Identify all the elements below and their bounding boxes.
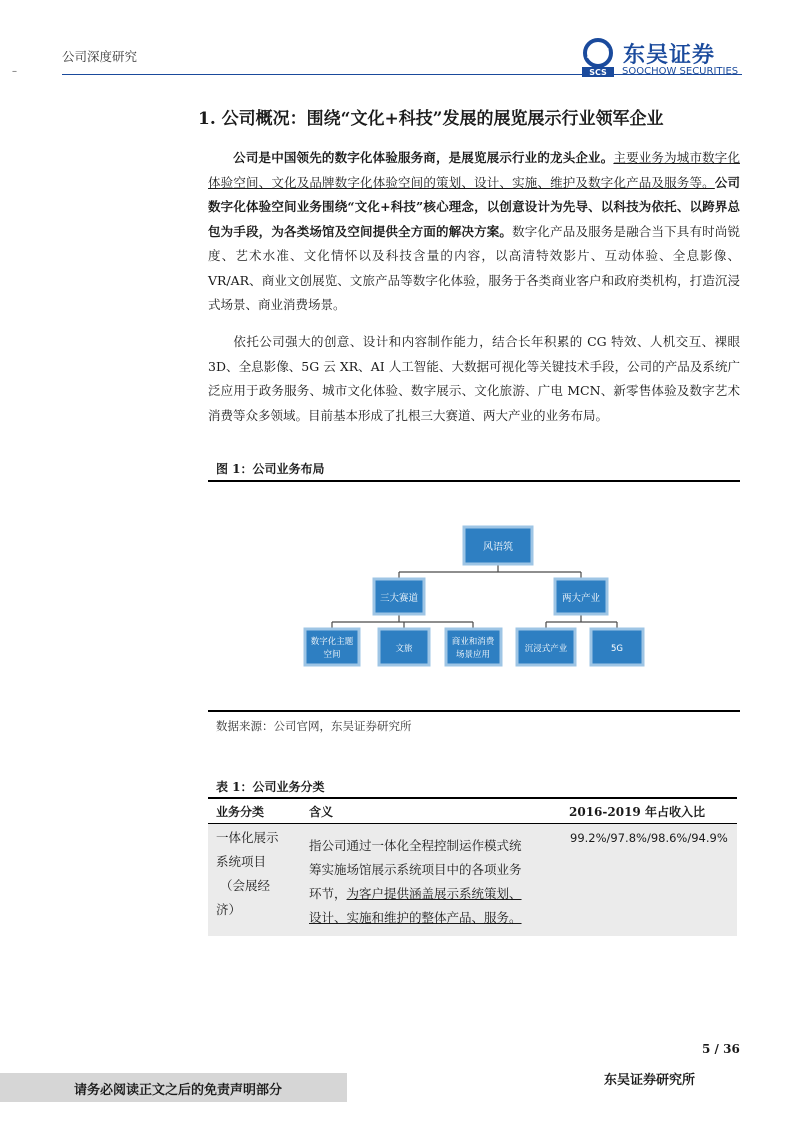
para1-products-text: 数字化产品及服务是融合当下具有时尚锐度、艺术水准、文化情怀以及科技含量的内容，以高清特效影片、互动体验、全息影像、VR/AR、商业文创展览、文旅产品等数字化体验，服务于各类商业客户和政府类机构，打造沉浸式场景、商业消费场景。 bbox=[208, 223, 740, 312]
diagram-node-two-industries bbox=[555, 579, 607, 614]
diagram-node-three-tracks bbox=[374, 579, 424, 614]
header-section-label: 公司深度研究 bbox=[62, 49, 138, 64]
meaning-line-3b: 为客户提供涵盖展示系统策划、 bbox=[346, 886, 522, 901]
diagram-leaf5-label: 5G bbox=[611, 644, 623, 654]
diagram-node-cultural-tourism bbox=[379, 629, 429, 665]
diagram-node-root bbox=[464, 527, 532, 564]
category-line-1: 一体化展示 bbox=[216, 830, 279, 845]
diagram-leaf3-line2: 场景应用 bbox=[455, 650, 491, 660]
meaning-line-4: 设计、实施和维护的整体产品、服务。 bbox=[309, 910, 522, 925]
table-header-meaning: 含义 bbox=[309, 805, 334, 819]
page-number: 5 / 36 bbox=[702, 1042, 740, 1056]
logo-name-en: SOOCHOW SECURITIES bbox=[622, 66, 739, 77]
figure-bottom-rule bbox=[208, 710, 740, 712]
header-dash: – bbox=[12, 66, 17, 77]
category-line-2: 系统项目 bbox=[216, 854, 267, 869]
figure-title: 图 1：公司业务布局 bbox=[216, 462, 325, 476]
footer-institute: 东吴证券研究所 bbox=[604, 1073, 696, 1088]
table-title: 表 1：公司业务分类 bbox=[216, 780, 325, 794]
para2-text: 依托公司强大的创意、设计和内容制作能力，结合长年积累的 CG 特效、人机交互、裸眼 3D、全息影像、5G 云 XR、AI 人工智能、大数据可视化等关键技术手段，公司的产品及系统广泛应用于政务服务、城市文化体验、数字展示、文化旅游、广电 MCN、新零售体验及数字艺术消费等众多领域。目前基本形成了扎根三大赛道、两大产业的业务布局。 bbox=[208, 334, 740, 423]
diagram-leaf1-line1: 数字化主题 bbox=[310, 637, 354, 647]
diagram-leaf3-line1: 商业和消费 bbox=[451, 637, 495, 647]
table-cell-category bbox=[216, 826, 279, 922]
diagram-node-5g bbox=[591, 629, 643, 665]
diagram-node-commercial-consumption bbox=[446, 629, 501, 665]
diagram-two-industries-label: 两大产业 bbox=[561, 593, 601, 604]
paragraph-company-overview bbox=[208, 146, 740, 318]
brand-logo bbox=[578, 38, 743, 78]
logo-mark-text: SCS bbox=[589, 68, 607, 77]
meaning-line-2: 筹实施场馆展示系统项目中的各项业务 bbox=[309, 862, 522, 877]
section-title: 1. 公司概况：围绕“文化+科技”发展的展览展示行业领军企业 bbox=[198, 109, 664, 129]
para1-lead-bold: 公司是中国领先的数字化体验服务商，是展览展示行业的龙头企业。 bbox=[233, 150, 614, 165]
table-cell-share: 99.2%/97.8%/98.6%/94.9% bbox=[570, 831, 728, 845]
logo-emblem-icon bbox=[578, 38, 618, 78]
diagram-node-digital-theme-space bbox=[305, 629, 359, 665]
category-line-3: （会展经 bbox=[220, 878, 271, 893]
paragraph-technology bbox=[208, 330, 740, 428]
diagram-leaf1-line2: 空间 bbox=[323, 650, 341, 660]
meaning-line-3 bbox=[309, 882, 559, 906]
table-cell-meaning bbox=[309, 834, 559, 930]
table-header-category: 业务分类 bbox=[216, 805, 265, 819]
meaning-line-3a: 环节， bbox=[309, 886, 347, 901]
logo-name-cn: 东吴证券 bbox=[623, 43, 716, 68]
diagram-node-immersive-industry bbox=[517, 629, 575, 665]
business-layout-diagram bbox=[208, 482, 740, 708]
table-header-share: 2016-2019 年占收入比 bbox=[569, 805, 705, 819]
category-line-4: 济） bbox=[216, 902, 242, 917]
para1-business-underlined: 主要业务为城市数字化体验空间、文化及品牌数字化体验空间的策划、设计、实施、维护及数字化产品及服务等。 bbox=[208, 150, 740, 190]
meaning-line-1: 指公司通过一体化全程控制运作模式统 bbox=[309, 838, 522, 853]
figure-source: 数据来源：公司官网，东吴证券研究所 bbox=[216, 719, 412, 733]
diagram-leaf2-label: 文旅 bbox=[395, 644, 413, 654]
diagram-root-label: 风语筑 bbox=[483, 542, 513, 553]
diagram-three-tracks-label: 三大赛道 bbox=[379, 593, 419, 604]
footer-disclaimer: 请务必阅读正文之后的免责声明部分 bbox=[74, 1083, 283, 1098]
para1-concept-bold: 公司数字化体验空间业务围绕“文化+科技”核心理念，以创意设计为先导、以科技为依托、以跨界总包为手段，为各类场馆及空间提供全方面的解决方案。 bbox=[208, 174, 740, 239]
table-top-rule bbox=[208, 797, 737, 799]
diagram-leaf4-label: 沉浸式产业 bbox=[524, 644, 568, 654]
